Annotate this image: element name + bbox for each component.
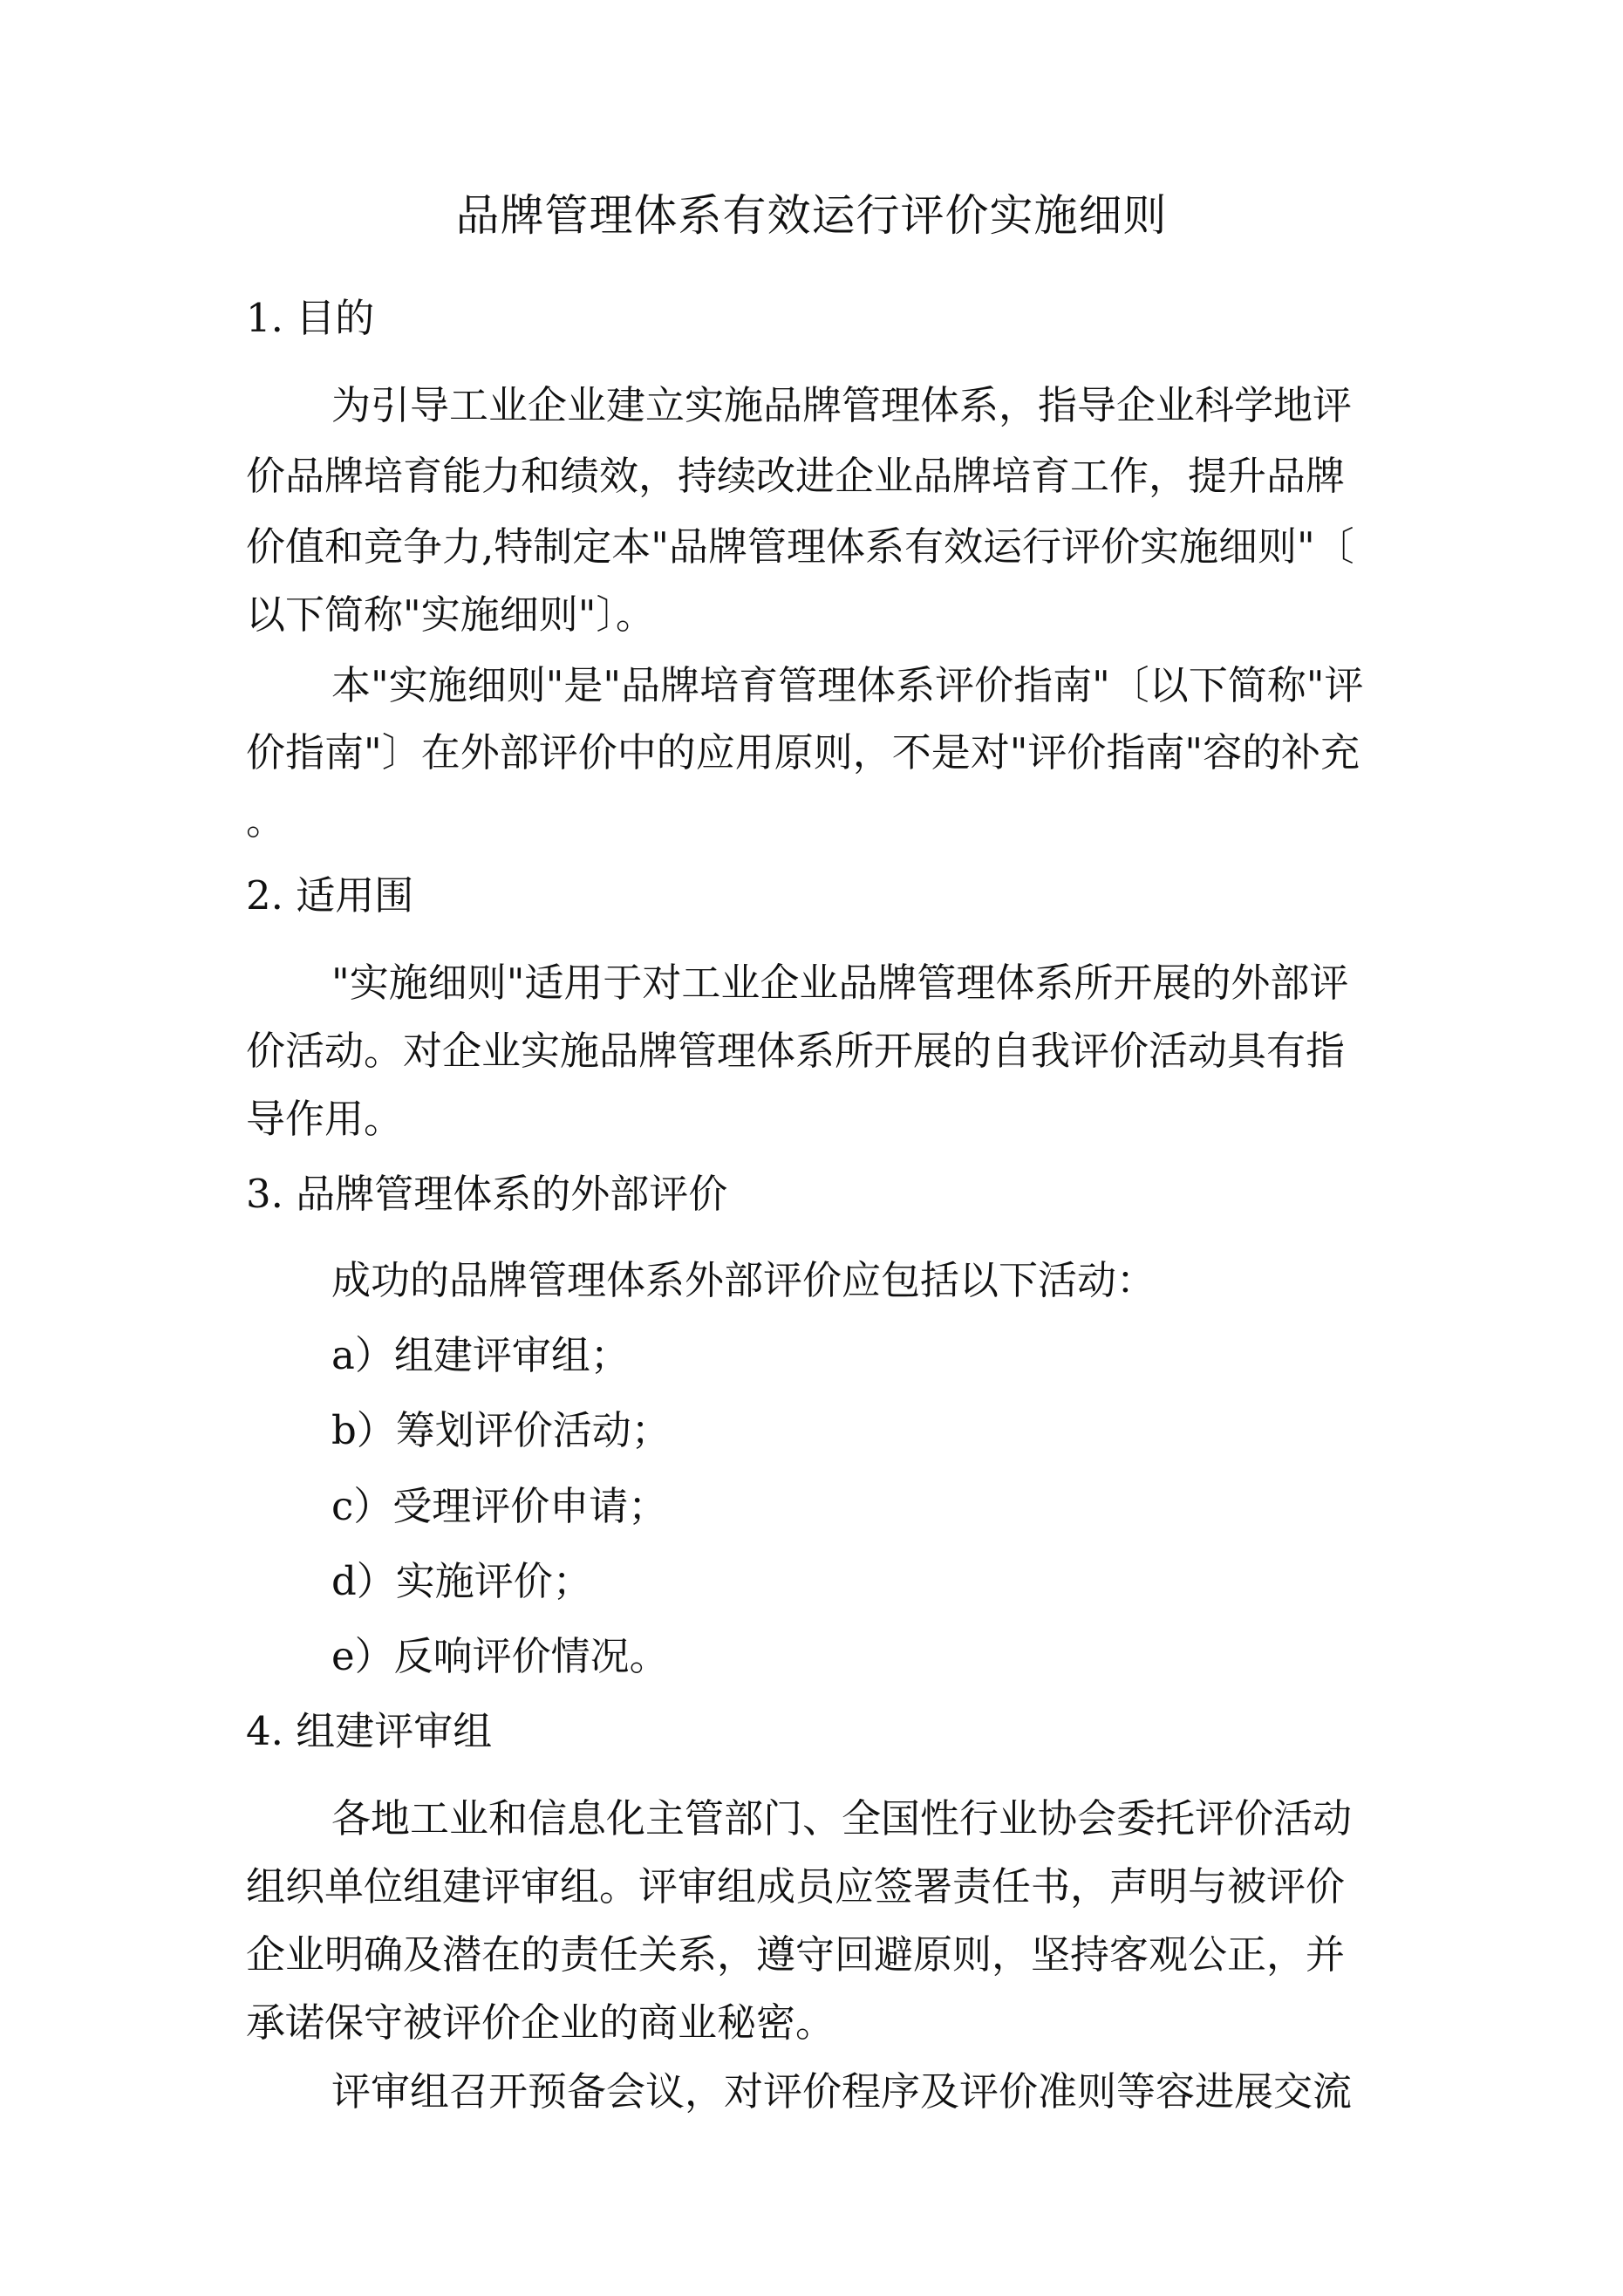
paragraph-line: 导作用。	[246, 1096, 404, 1142]
paragraph-line: 组织单位组建评审组。评审组成员应签署责任书，声明与被评价	[246, 1863, 1346, 1910]
list-item: c）受理评价申请；	[331, 1483, 668, 1529]
paragraph-line: 价值和竞争力,特制定本"品牌管理体系有效运行评价实施细则"〔	[246, 523, 1354, 570]
paragraph-line: 承诺保守被评价企业的商业秘密。	[246, 1999, 835, 2046]
paragraph-line: 各地工业和信息化主管部门、全国性行业协会委托评价活动	[331, 1795, 1353, 1842]
document-title: 品牌管理体系有效运行评价实施细则	[455, 190, 1168, 241]
paragraph-line: 企业明确及潜在的责任关系，遵守回避原则，坚持客观公正，并	[246, 1931, 1346, 1978]
list-item: a）组建评审组；	[331, 1332, 630, 1378]
paragraph-line: 价品牌培育能力和绩效，持续改进企业品牌培育工作，提升品牌	[246, 453, 1346, 499]
section-heading-2: 2. 适用围	[246, 872, 414, 919]
paragraph-line: 价指南"〕在外部评价中的应用原则，不是对"评价指南"容的补充	[246, 729, 1360, 776]
list-item: d）实施评价；	[331, 1558, 592, 1604]
section-heading-4: 4. 组建评审组	[246, 1708, 493, 1754]
list-item: b）筹划评价活动；	[331, 1407, 671, 1453]
paragraph-line: 以下简称"实施细则"〕。	[246, 591, 655, 638]
paragraph-line: 。	[246, 797, 286, 844]
section-heading-3: 3. 品牌管理体系的外部评价	[246, 1171, 728, 1217]
section-heading-1: 1. 目的	[246, 295, 375, 341]
paragraph-line: 为引导工业企业建立实施品牌管理体系，指导企业科学地评	[331, 382, 1353, 428]
list-item: e）反响评价情况。	[331, 1633, 669, 1679]
paragraph-line: "实施细则"适用于对工业企业品牌管理体系所开展的外部评	[331, 960, 1349, 1006]
paragraph-line: 价活动。对企业实施品牌管理体系所开展的自我评价活动具有指	[246, 1028, 1346, 1074]
paragraph-line: 成功的品牌管理体系外部评价应包括以下活动：	[331, 1257, 1156, 1303]
paragraph-line: 评审组召开预备会议，对评价程序及评价准则等容进展交流	[331, 2068, 1353, 2115]
paragraph-line: 本"实施细则"是"品牌培育管理体系评价指南"〔以下简称"评	[331, 662, 1364, 708]
